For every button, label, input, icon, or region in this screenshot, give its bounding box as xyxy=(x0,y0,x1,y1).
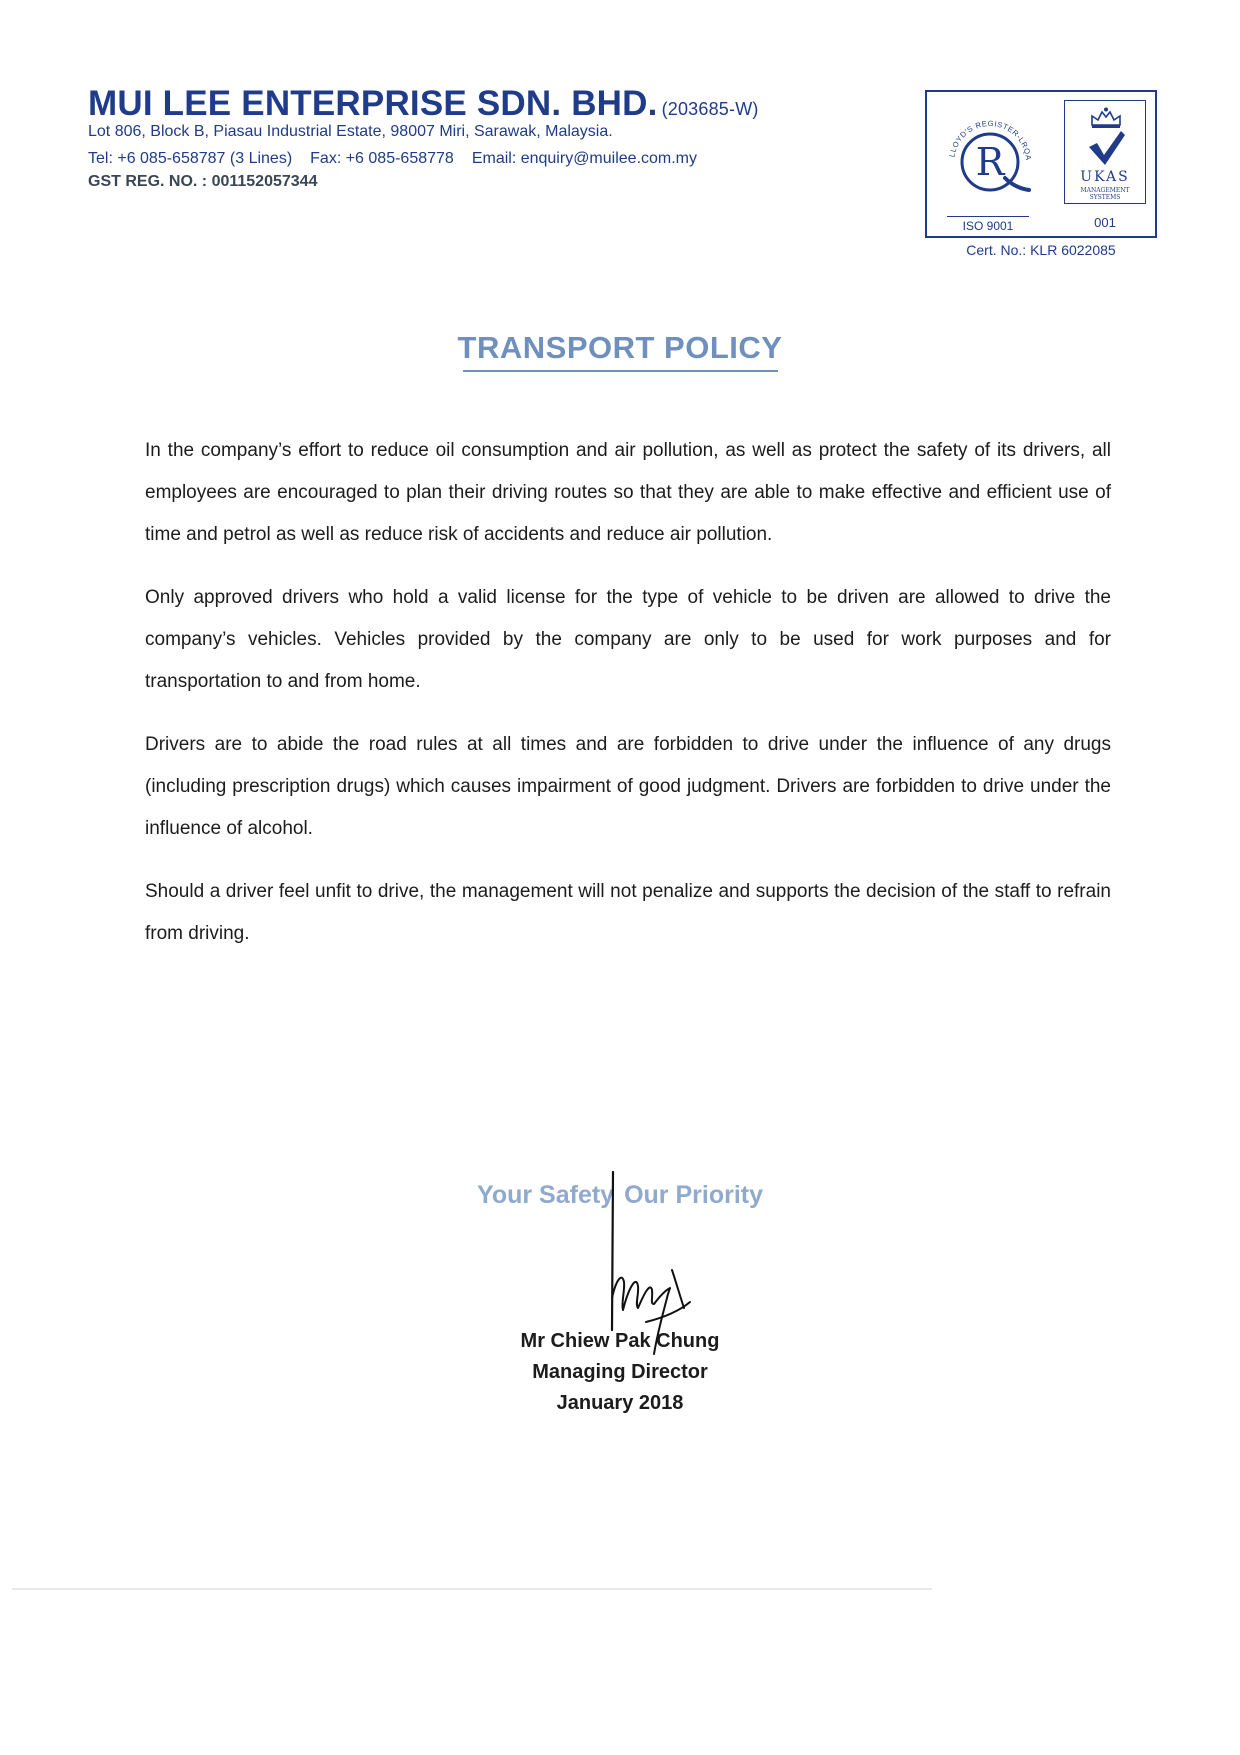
slogan-part-2: Our Priority xyxy=(624,1181,763,1209)
ukas-mark xyxy=(1064,100,1146,204)
policy-paragraph: In the company’s effort to reduce oil consumption and air pollution, as well as protect the safety of its drivers, all employees are encouraged to plan their driving routes so that they are able to make effective and efficient use of time and petrol as well as reduce risk of accidents and reduce air pollution. xyxy=(145,440,1111,545)
title-underline xyxy=(463,370,778,372)
slogan-part-1: Your Safety xyxy=(477,1181,615,1209)
certificate-number: Cert. No.: KLR 6022085 xyxy=(966,242,1116,258)
company-name xyxy=(88,84,759,124)
email-address: Email: enquiry@muilee.com.my xyxy=(471,150,698,167)
telephone-number: Tel: +6 085-658787 (3 Lines) xyxy=(88,150,293,167)
signer-name: Mr Chiew Pak Chung xyxy=(520,1330,720,1352)
company-name-text: MUI LEE ENTERPRISE SDN. BHD. xyxy=(88,84,658,123)
ukas-subtitle: MANAGEMENT SYSTEMS xyxy=(1080,187,1130,201)
crown-icon xyxy=(1089,107,1123,129)
signature-date: January 2018 xyxy=(556,1392,684,1414)
certification-badge xyxy=(925,90,1157,238)
company-registration-number: (203685-W) xyxy=(661,99,759,119)
handwritten-signature xyxy=(590,1170,740,1360)
company-address: Lot 806, Block B, Piasau Industrial Estate, 98007 Miri, Sarawak, Malaysia. xyxy=(88,123,613,140)
iso-9001-label: ISO 9001 xyxy=(947,216,1029,233)
ukas-number: 001 xyxy=(1094,215,1116,230)
policy-paragraph: Only approved drivers who hold a valid license for the type of vehicle to be driven are allowed to drive the company’s vehicles. Vehicles provided by the company are only to be used for work purposes and for transportation to and from home. xyxy=(145,587,1111,692)
policy-paragraph: Should a driver feel unfit to drive, the management will not penalize and supports the decision of the staff to refrain from driving. xyxy=(145,881,1111,944)
check-icon xyxy=(1087,129,1127,167)
policy-body xyxy=(145,430,1111,976)
document-title: TRANSPORT POLICY xyxy=(457,330,783,365)
lrqa-ring-text: LLOYD'S REGISTER-LRQA xyxy=(947,118,1034,162)
fax-number: Fax: +6 085-658778 xyxy=(310,150,454,167)
svg-text:R: R xyxy=(975,140,1005,184)
ukas-name: UKAS xyxy=(1080,169,1130,185)
page-divider xyxy=(12,1588,932,1590)
signer-title: Managing Director xyxy=(532,1361,708,1383)
gst-registration-number: GST REG. NO. : 001152057344 xyxy=(88,173,318,190)
policy-paragraph: Drivers are to abide the road rules at all times and are forbidden to drive under the influence of any drugs (including prescription drugs) which causes impairment of good judgment. Drivers are forbidden to drive under the influence of alcohol. xyxy=(145,734,1111,839)
lrqa-logo-icon xyxy=(939,100,1041,212)
company-contact-line xyxy=(88,150,697,168)
